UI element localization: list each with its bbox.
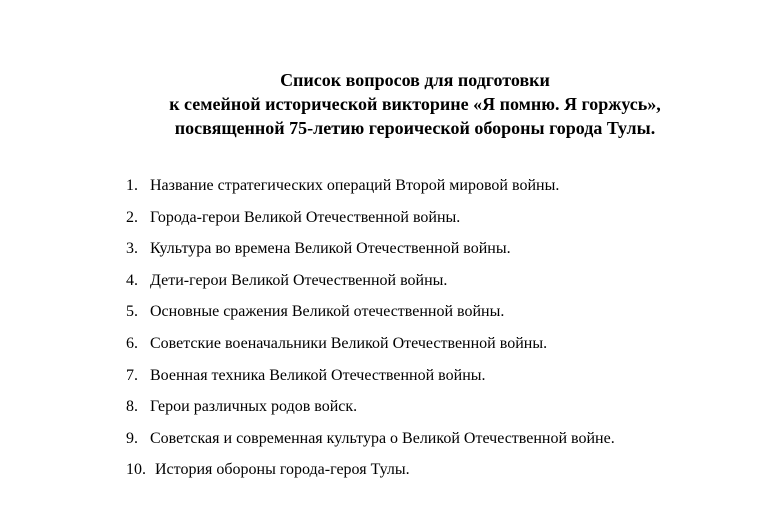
question-number: 1. [126,177,138,194]
question-text: История обороны города-героя Тулы. [155,461,410,479]
question-item [126,239,615,271]
question-text: Культура во времена Великой Отечественной войны. [150,240,511,258]
question-text: Основные сражения Великой отечественной войны. [150,303,505,321]
question-number: 10. [126,461,146,479]
question-number: 5. [126,303,138,321]
question-number: 4. [126,271,138,289]
document-title [0,68,775,140]
question-item [126,176,615,208]
question-number: 9. [126,429,138,447]
question-number: 3. [126,240,138,258]
question-item [126,460,615,492]
question-number: 6. [126,334,138,352]
title-line-3: посвященной 75-летию героической обороны города Тулы. [174,118,656,138]
question-text: Военная техника Великой Отечественной войны. [150,366,486,384]
question-text: Герои различных родов войск. [150,398,358,416]
question-number: 2. [126,208,138,226]
question-number: 7. [126,366,138,384]
question-item [126,397,615,429]
question-item [126,429,615,461]
question-item [126,208,615,240]
title-line-1: Список вопросов для подготовки [280,70,550,90]
question-text: Советская и современная культура о Великой Отечественной войне. [150,429,615,447]
question-item [126,271,615,303]
question-number: 8. [126,398,138,416]
question-text: Название стратегических операций Второй мировой войны. [150,177,560,194]
title-line-2: к семейной исторической викторине «Я помню. Я горжусь», [169,94,661,114]
question-item [126,366,615,398]
question-item [126,302,615,334]
question-text: Города-герои Великой Отечественной войны. [150,208,461,226]
question-text: Дети-герои Великой Отечественной войны. [150,271,448,289]
question-text: Советские военачальники Великой Отечественной войны. [150,334,548,352]
question-item [126,334,615,366]
questions-list [126,176,615,492]
